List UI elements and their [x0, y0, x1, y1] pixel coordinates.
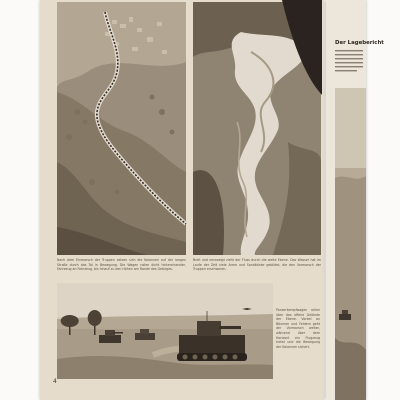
right-page-text-lines	[335, 50, 363, 74]
right-page-heading: Der Lagebericht	[335, 40, 384, 46]
caption-top-right: Breit und verzweigt zieht der Fluss durch die weite Ebene. Das Wasser hat im Laufe der Zeit viele Arme und Sandbänke gebildet, die den Vormarsch der Truppen erschweren.	[193, 258, 321, 272]
aerial-road-image	[57, 2, 186, 255]
photo-aerial-road-convoy	[57, 2, 186, 255]
photo-tanks-advancing	[57, 283, 273, 379]
caption-top-left: Nach dem Einmarsch der Truppen setzen sich die Kolonnen auf der langen Straße durch das Tal in Bewegung. Die Wagen rollen dicht hintereinander, Fahrzeug an Fahrzeug, bis hinauf zu den Höhen am Rande des Gebirges.	[57, 258, 186, 272]
caption-bottom-right: Panzerkampfwagen rollen über das offene Gelände der Ebene. Vorbei an Bäumen und Feldern geht der Vormarsch weiter, während über dem Horizont ein Flugzeug kreist und die Bewegung der Kolonnen sichert.	[276, 308, 320, 349]
page-number: 4	[53, 378, 57, 385]
folded-page-corner	[282, 0, 322, 95]
right-page-photo	[335, 88, 366, 400]
tanks-image	[57, 283, 273, 379]
right-page	[326, 0, 384, 400]
